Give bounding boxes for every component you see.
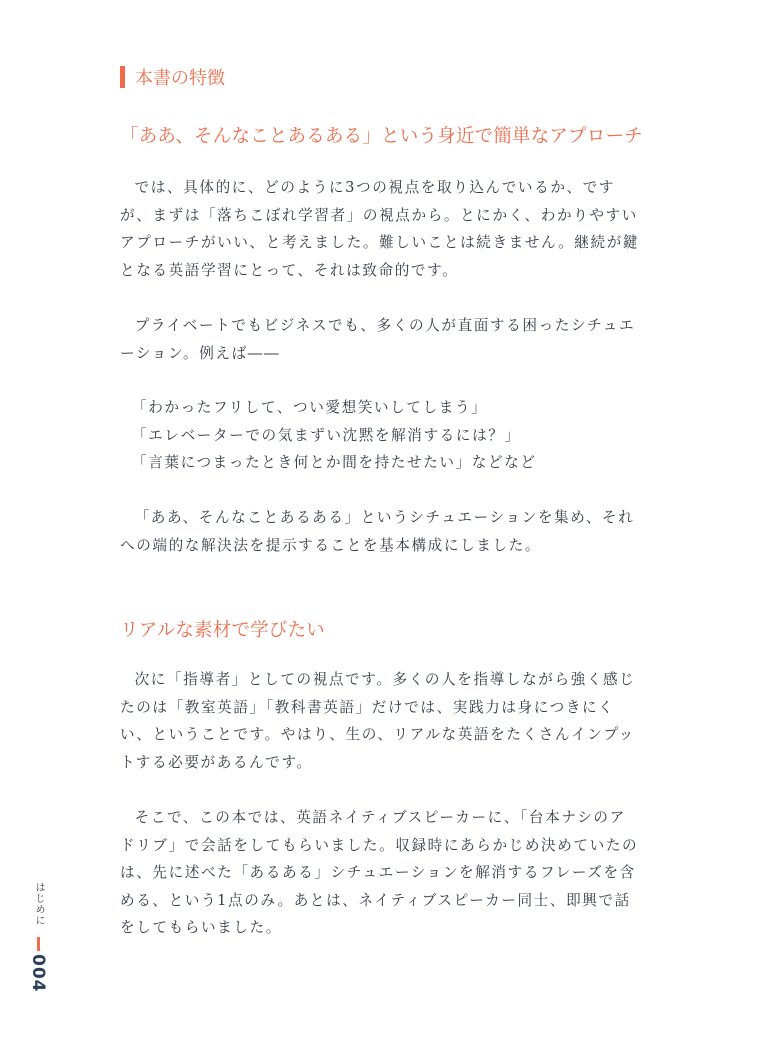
heading-aruaru: 「ああ、そんなことあるある」という身近で簡単なアプローチ <box>120 126 643 147</box>
quote-item: 「エレベーターでの気まずい沈黙を解消するには？」 <box>132 426 521 444</box>
chapter-label: はじめに <box>33 882 44 926</box>
section-title: 本書の特徴 <box>135 68 225 89</box>
paragraph-instructor: 次に「指導者」としての視点です。多くの人を指導しながら強く感じたのは「教室英語」「教科書英語」だけでは、実践力は身につきにくい、ということです。やはり、生の、リアルな英語をたくさんインプットする必要があるんです。 <box>120 671 636 771</box>
paragraph-adlib: そこで、この本では、英語ネイティブスピーカーに、「台本ナシのアドリブ」で会話をしてもらいました。収録時にあらかじめ決めていたのは、先に述べた「あるある」シチュエーションを解消するフレーズを含める、という1点のみ。あとは、ネイティブスピーカー同士、即興で話をしてもらいました。 <box>120 809 639 936</box>
quote-item: 「わかったフリして、つい愛想笑いしてしまう」 <box>132 399 488 416</box>
paragraph-approach: では、具体的に、どのように3つの視点を取り込んでいるか、ですが、まずは「落ちこぼれ学習者」の視点から。とにかく、わかりやすいアプローチがいい、と考えました。難しいことは続きません。継続が鍵となる英語学習にとって、それは致命的です。 <box>120 179 640 279</box>
section-marker <box>120 66 125 88</box>
page-number: 004 <box>28 954 48 993</box>
paragraph-structure: 「ああ、そんなことあるある」というシチュエーションを集め、それへの端的な解決法を提示することを基本構成にしました。 <box>120 509 635 554</box>
heading-real-material: リアルな素材で学びたい <box>120 620 325 641</box>
quote-item: 「言葉につまったとき何とか間を持たせたい」などなど <box>132 454 537 471</box>
page-footer <box>28 882 48 992</box>
quote-list <box>132 394 652 477</box>
paragraph-situations: プライベートでもビジネスでも、多くの人が直面する困ったシチュエーション。例えば―― <box>120 317 636 362</box>
section-label <box>120 64 225 90</box>
footer-marker <box>37 937 40 951</box>
